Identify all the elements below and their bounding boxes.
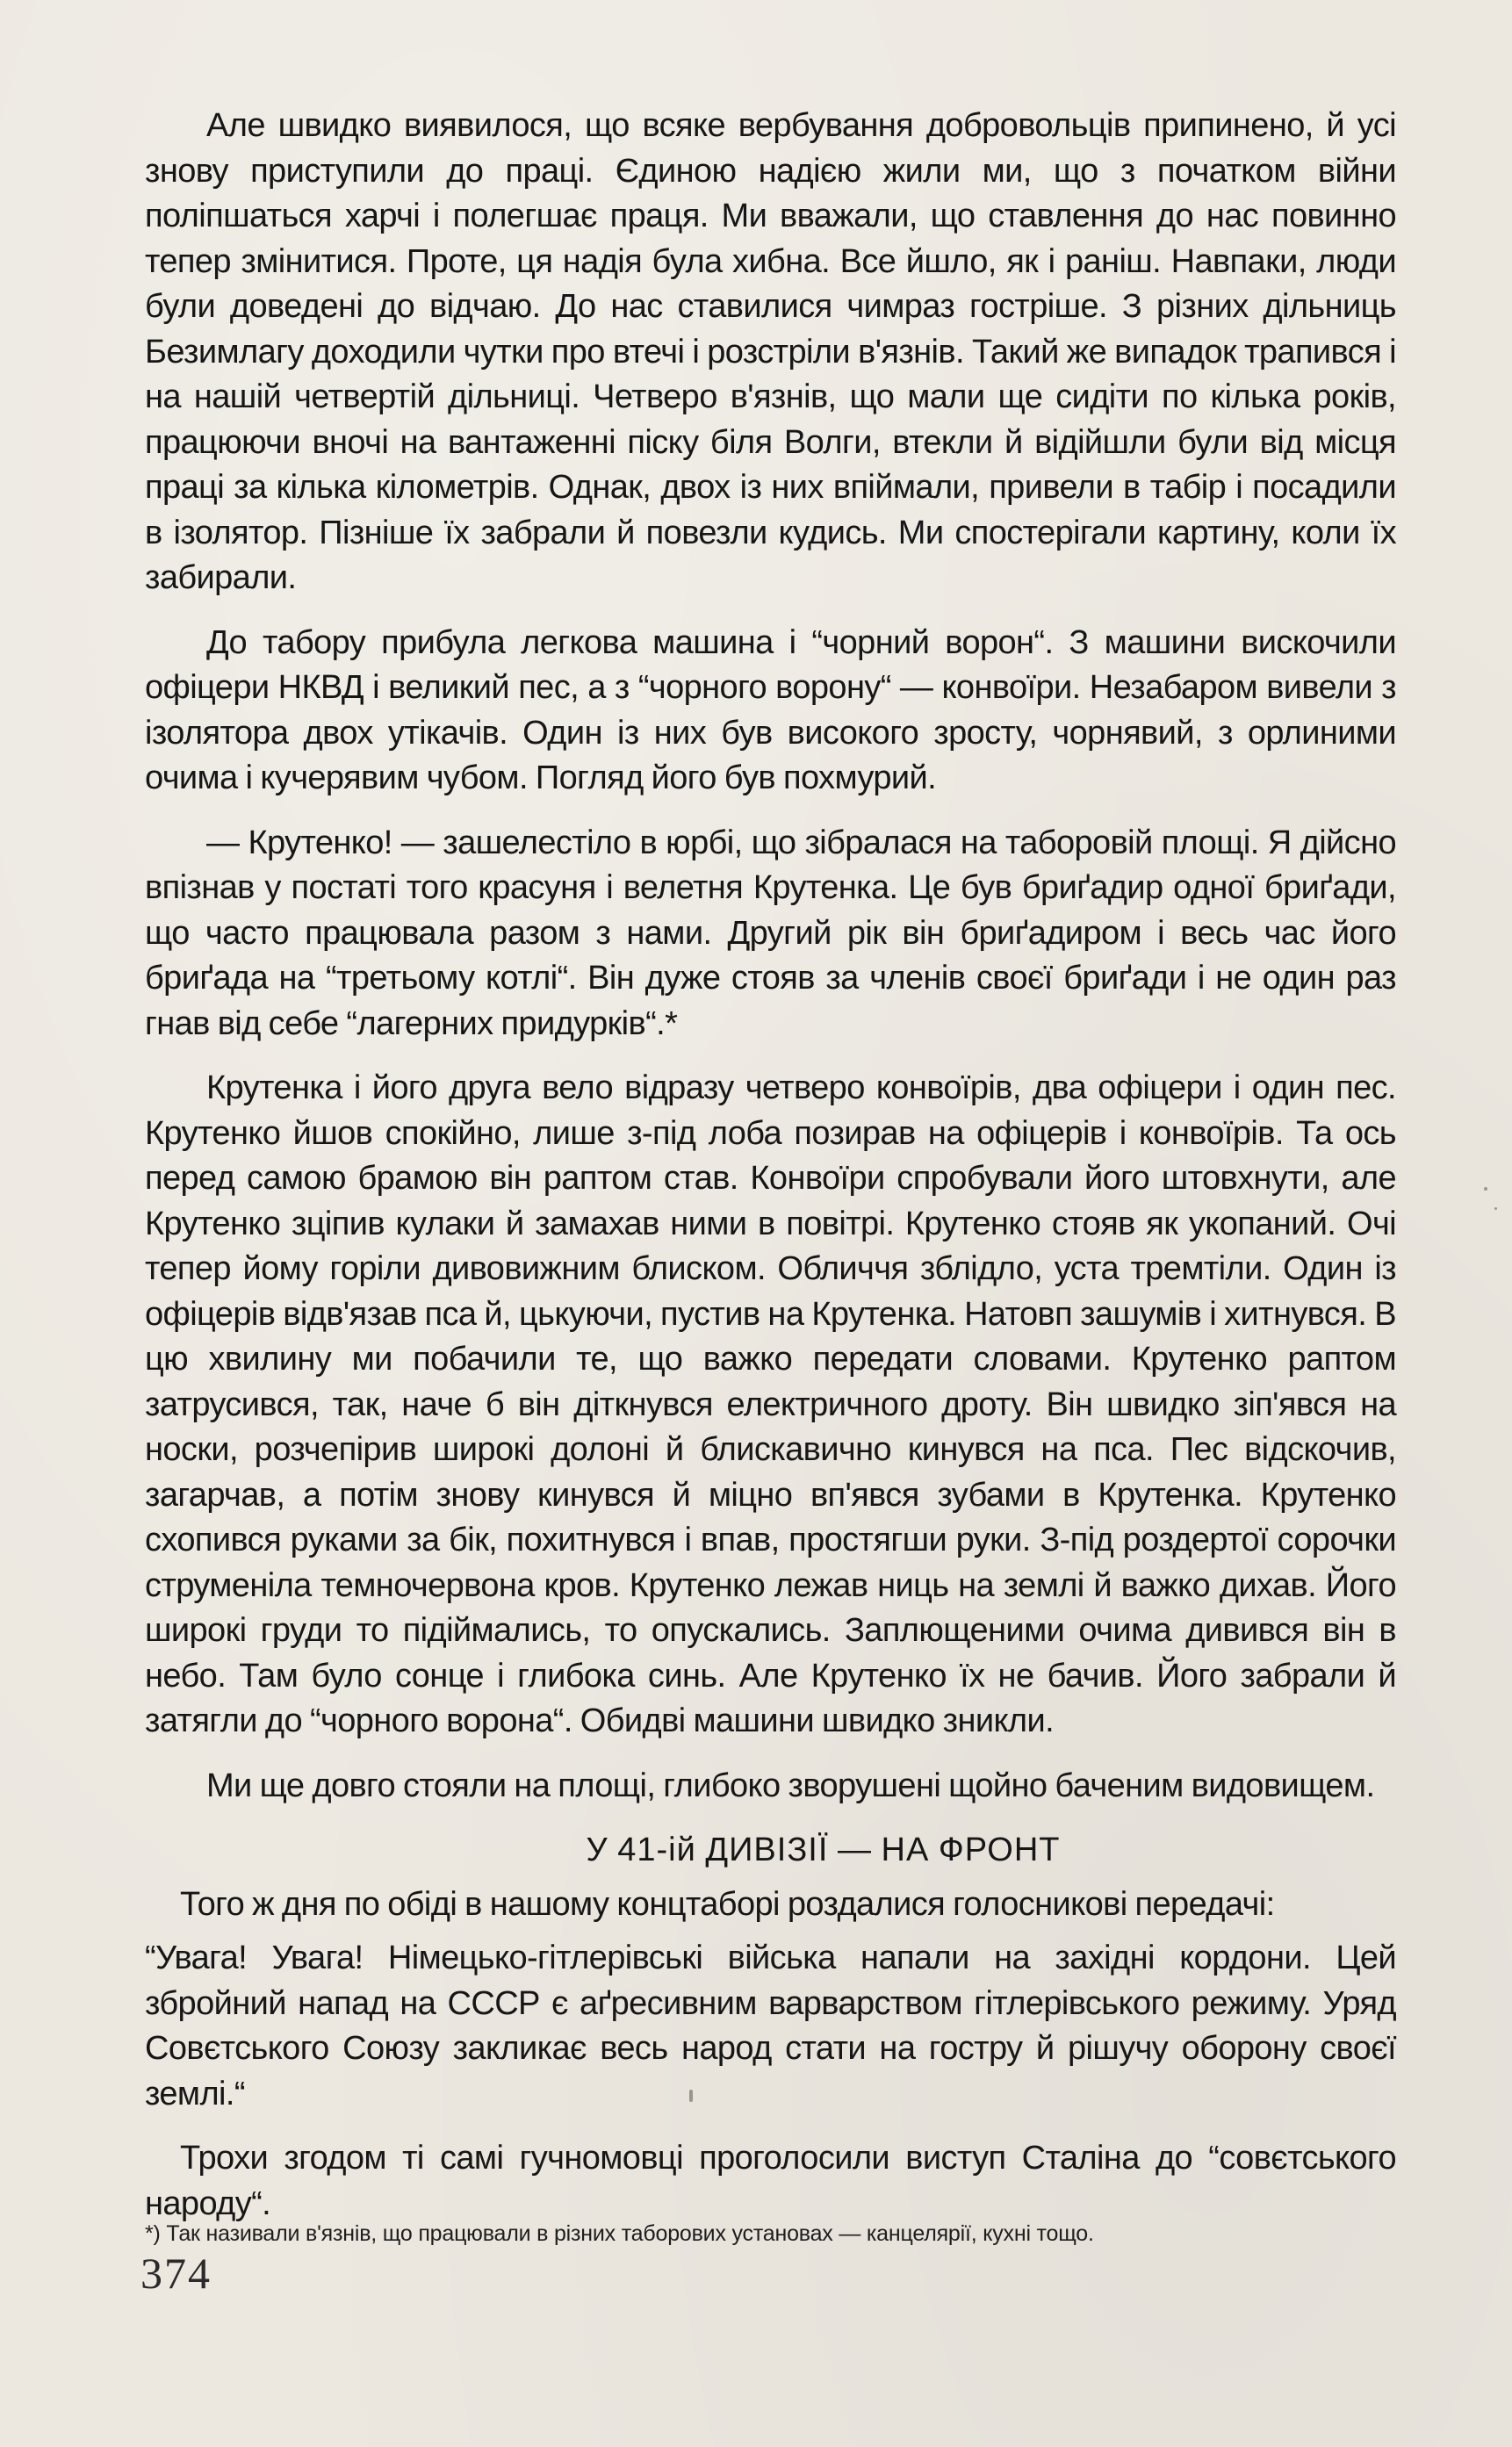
- paper-speck: [1494, 1207, 1497, 1210]
- paragraph-gap: [145, 802, 1396, 821]
- paragraph-gap: [145, 1745, 1396, 1764]
- paper-speck: [689, 2090, 693, 2102]
- paragraph-krutenko-recognized: — Крутенко! — зашелестіло в юрбі, що зібралася на таборовій площі. Я дійсно впізнав у постаті того красуня і велетня Крутенка. Це був бриґадир одної бриґади, що часто працювала разом з нами. Другий рік він бриґадиром і весь час його бриґада на “третьому котлі“. Він дуже стояв за членів своєї бриґади і не один раз гнав від себе “лагерних придурків“.*: [145, 824, 1396, 1042]
- paragraph-gap: [145, 1927, 1396, 1936]
- paragraph-volunteers-stopped: Але швидко виявилося, що всяке вербування добровольців припинено, й усі знову приступили до праці. Єдиною надією жили ми, що з початком війни поліпшаться харчі і полегшає праця. Ми вважали, що ставлення до нас повинно тепер змінитися. Проте, ця надія була хибна. Все йшло, як і раніш. Навпаки, люди були доведені до відчаю. До нас ставилися чимраз гостріше. З різних дільниць Безимлагу доходили чутки про втечі і розстріли в'язнів. Такий же випадок трапився і на нашій четвертій дільниці. Четверо в'язнів, що мали ще сидіти по кілька років, працюючи вночі на вантаженні піску біля Волги, втекли й відійшли були від місця праці за кілька кілометрів. Однак, двох із них впіймали, привели в табір і посадили в ізолятор. Пізніше їх забрали й повезли кудись. Ми спостерігали картину, коли їх забирали.: [145, 107, 1396, 596]
- paragraph-gap: [145, 601, 1396, 621]
- paper-speck: [1484, 1187, 1487, 1191]
- paragraph-gap: [145, 1047, 1396, 1066]
- paragraph-black-raven-arrives: До табору прибула легкова машина і “чорний ворон“. З машини вискочили офіцери НКВД і великий пес, а з “чорного ворону“ — конвоїри. Незабаром вивели з ізолятора двох утікачів. Один із них був високого зросту, чорнявий, з орлиними очима і кучерявим чубом. Погляд його був похмурий.: [145, 623, 1396, 796]
- paragraph-gap: [145, 1809, 1396, 1828]
- paragraph-gap: [145, 1874, 1396, 1882]
- page-number: 374: [140, 2249, 212, 2298]
- main-text-column: [145, 104, 1396, 2227]
- paragraph-stalin-speech: Трохи згодом ті самі гучномовці проголосили виступ Сталіна до “совєтського народу“.: [145, 2140, 1396, 2222]
- section-heading: У 41-ій ДИВІЗІЇ — НА ФРОНТ: [586, 1832, 1061, 1868]
- paragraph-gap: [145, 2117, 1396, 2136]
- paragraph-crowd-stood: Ми ще довго стояли на площі, глибоко зворушені щойно баченим видовищем.: [206, 1767, 1375, 1804]
- paragraph-radio-announcement: “Увага! Увага! Німецько-гітлерівські війська напали на західні кордони. Цей збройний напад на СССР є аґресивним варварством гітлерівського режиму. Уряд Совєтського Союзу закликає весь народ стати на гостру й рішучу оборону своєї землі.“: [145, 1940, 1396, 2112]
- paragraph-krutenko-attacked: Крутенка і його друга вело відразу четверо конвоїрів, два офіцери і один пес. Крутенко йшов спокійно, лише з-під лоба позирав на офіцерів і конвоїрів. Та ось перед самою брамою він раптом став. Конвоїри спробували його штовхнути, але Крутенко зціпив кулаки й замахав ними в повітрі. Крутенко стояв як укопаний. Очі тепер йому горіли дивовижним блиском. Обличчя зблідло, уста тремтіли. Один із офіцерів відв'язав пса й, цькуючи, пустив на Крутенка. Натовп зашумів і хитнувся. В цю хвилину ми побачили те, що важко передати словами. Крутенко раптом затрусився, так, наче б він діткнувся електричного дроту. Він швидко зіп'явся на носки, розчепірив широкі долоні й блискавично кинувся на пса. Пес відскочив, загарчав, а потім знову кинувся й міцно вп'явся зубами в Крутенка. Крутенко схопився руками за бік, похитнувся і впав, простягши руки. З-під роздертої сорочки струменіла темночервона кров. Крутенко лежав ниць на землі й важко дихав. Його широкі груди то підіймались, то опускались. Заплющеними очима дивився він в небо. Там було сонце і глибока синь. Але Крутенко їх не бачив. Його забрали й затягли до “чорного ворона“. Обидві машини швидко зникли.: [145, 1069, 1396, 1739]
- footnote: *) Так називали в'язнів, що працювали в різних таборових установах — канцелярії, кухні тощо.: [145, 2221, 1094, 2246]
- paragraph-loudspeakers: Того ж дня по обіді в нашому концтаборі роздалися голосникові передачі:: [180, 1885, 1275, 1923]
